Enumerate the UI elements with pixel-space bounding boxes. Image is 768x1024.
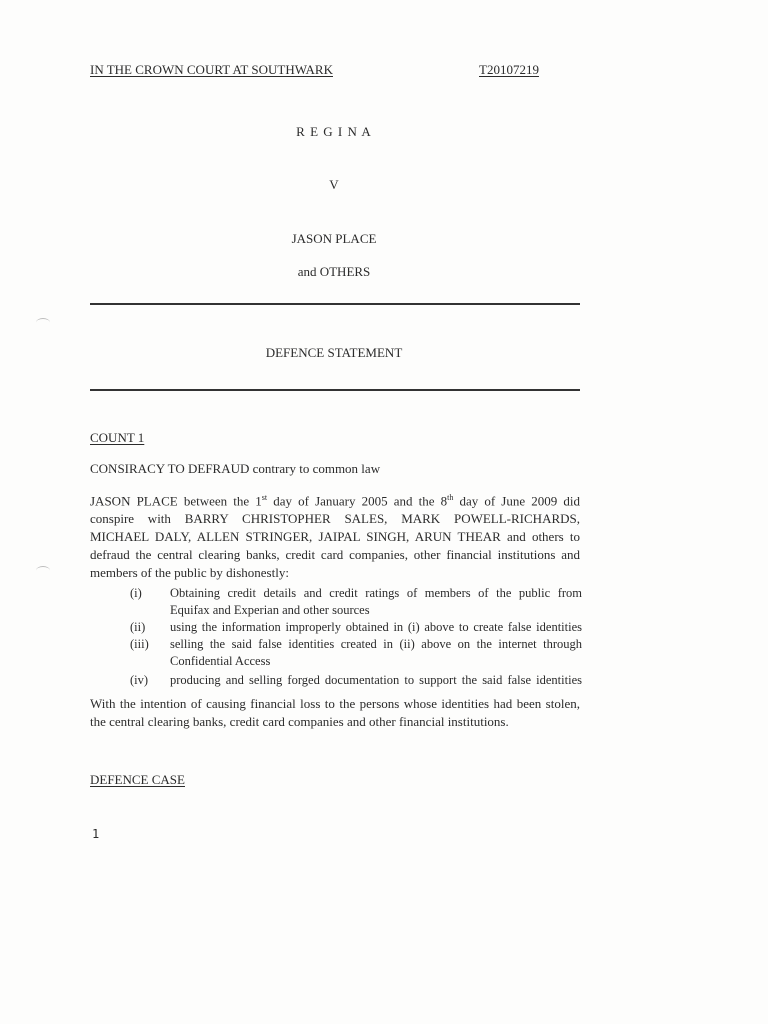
item-number: (iii) — [130, 637, 149, 651]
defence-case-heading: DEFENCE CASE — [90, 772, 185, 787]
prosecution-name: R E G I N A — [296, 124, 372, 139]
count-heading: COUNT 1 — [90, 430, 145, 445]
defendant-name: JASON PLACE — [291, 231, 377, 246]
particulars-paragraph — [90, 489, 580, 582]
case-number: T20107219 — [479, 62, 539, 77]
item-text-cont: Equifax and Experian and other sources — [170, 603, 370, 617]
item-text: Obtaining credit details and credit ratings of members of the public from — [170, 586, 582, 600]
item-text: selling the said false identities created in (ii) above on the internet through — [170, 637, 582, 651]
scan-mark — [36, 318, 50, 327]
page-number: 1 — [92, 827, 100, 841]
item-number: (ii) — [130, 620, 146, 634]
list-item — [130, 585, 582, 619]
intention-line: With the intention of causing financial loss to the persons whose identities had been stolen, — [90, 696, 580, 711]
and-others: and OTHERS — [297, 264, 371, 279]
horizontal-rule — [90, 303, 580, 305]
list-item — [130, 636, 582, 670]
list-item — [130, 672, 582, 689]
item-number: (iv) — [130, 673, 149, 687]
scan-mark — [36, 566, 50, 575]
versus: V — [329, 177, 339, 192]
item-text: using the information improperly obtained in (i) above to create false identities — [170, 620, 582, 634]
particulars-line: JASON PLACE between the 1st day of January 2005 and the 8th day of June 2009 did — [90, 493, 580, 509]
list-item — [130, 619, 582, 636]
particulars-line: MICHAEL DALY, ALLEN STRINGER, JAIPAL SINGH, ARUN THEAR and others to — [90, 529, 580, 545]
particulars-line: members of the public by dishonestly: — [90, 565, 289, 581]
item-text: producing and selling forged documentation to support the said false identities — [170, 673, 582, 687]
document-title: DEFENCE STATEMENT — [265, 345, 403, 360]
particulars-line: defraud the central clearing banks, credit card companies, other financial institutions and — [90, 547, 580, 563]
intention-line: the central clearing banks, credit card companies and other financial institutions. — [90, 714, 509, 729]
offence-line: CONSIRACY TO DEFRAUD contrary to common law — [90, 461, 381, 476]
item-text-cont: Confidential Access — [170, 654, 271, 668]
particulars-list — [130, 585, 582, 689]
court-heading: IN THE CROWN COURT AT SOUTHWARK — [90, 62, 333, 77]
particulars-line: conspire with BARRY CHRISTOPHER SALES, MARK POWELL-RICHARDS, — [90, 511, 580, 527]
intention-paragraph — [90, 695, 580, 731]
item-number: (i) — [130, 586, 142, 600]
horizontal-rule — [90, 389, 580, 391]
